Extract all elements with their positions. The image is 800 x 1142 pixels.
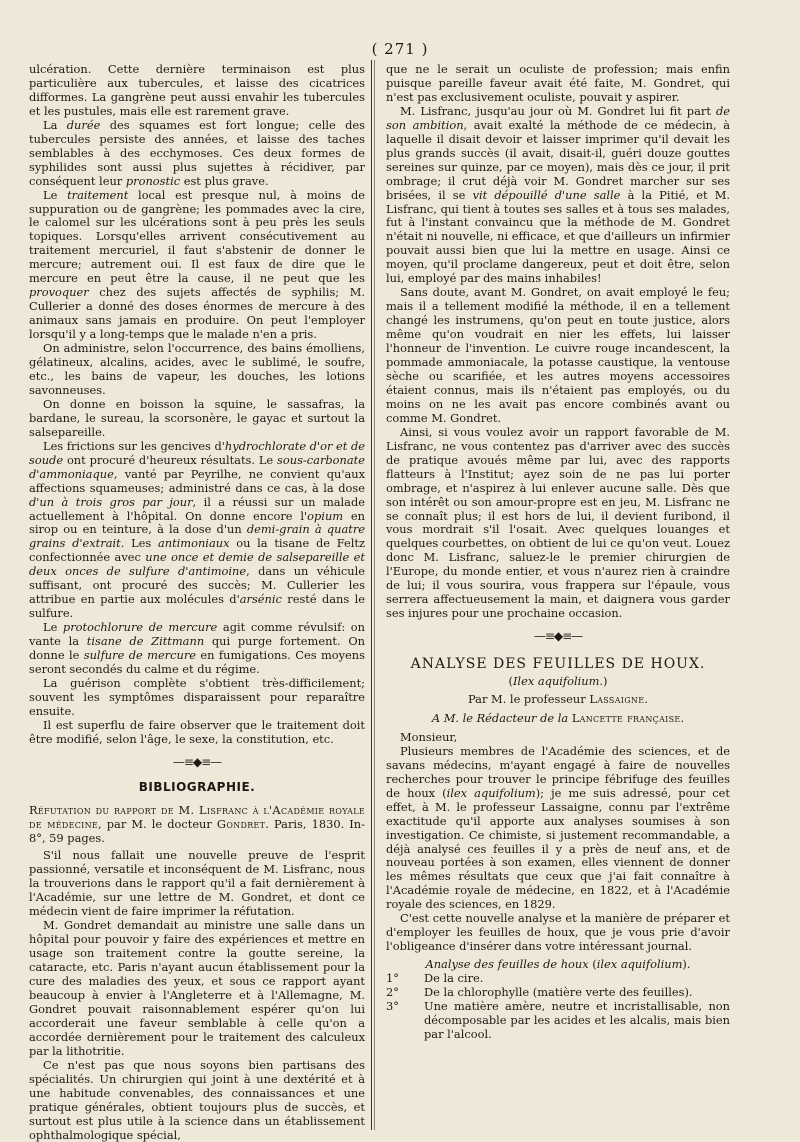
letter-address: A M. le Rédacteur de la Lancette française. [431,710,685,725]
paragraph: On administre, selon l'occurrence, des bains émolliens, gélatineux, alcalins, acides, avec le sublimé, le soufre, etc., les bains de vapeur, les douches, les lotions savonneuses. [29,341,365,397]
paragraph: S'il nous fallait une nouvelle preuve de l'esprit passionné, versatile et inconséquent de M. Lisfranc, nous la trouverions dans le rapport qu'il a fait dernièrement à l'Académie, sur une lettre de M. Gondret, et dont ce médecin vient de faire imprimer la réfutation. [29,848,365,919]
paragraph: La guérison complète s'obtient très-difficilement; souvent les symptômes disparaissent pour reparaître ensuite. [29,675,365,718]
list-title: Analyse des feuilles de houx (ilex aquifolium). [425,957,691,972]
right-column [386,63,730,1042]
paragraph: Sans doute, avant M. Gondret, on avait employé le feu; mais il a tellement modifié la méthode, il en a tellement changé les instrumens, qu'on peut en toute justice, alors même qu'on voudrait en nier les effets, lui laisser l'honneur de l'invention. Le cuivre rouge incandescent, la pommade ammoniacale, la potasse caustique, la ventouse sèche ou scarifiée, et les autres moyens accessoires étaient connus, mais ils n'étaient pas employés, ou du moins on ne les avait pas encore combinés avant ou comme M. Gondret. [386,285,730,425]
ornament-divider: —≡◆≡— [172,754,222,769]
section-heading: BIBLIOGRAPHIE. [138,779,256,794]
paragraph: Le protochlorure de mercure agit comme révulsif: on vante la tisane de Zittmann qui purge fortement. On donne le sulfure de mercure en fumigations. Ces moyens seront secondés du calme et du régime. [29,620,366,676]
list-item: 3° Une matière amère, neutre et incristallisable, non décomposable par les acides et les alcalis, mais bien par l'alcool. [386,999,730,1041]
paragraph: Les frictions sur les gencives d'hydrochlorate d'or et de soude ont procuré d'heureux résultats. Le sous-carbonate d'ammoniaque, vanté par Peyrilhe, ne convient qu'aux affections squameuses; administré dans ce cas, à la dose d'un à trois gros par jour, il a réussi sur un malade actuellement à l'hôpital. On donne encore l'opium en sirop ou en teinture, à la dose d'un demi-grain à quatre grains d'extrait. Les antimoniaux ou la tisane de Feltz confectionnée avec une once et demie de salsepareille et deux onces de sulfure d'antimoine, dans un véhicule suffisant, ont procuré des succès; M. Cullerier les attribue en partie aux molécules d'arsénic resté dans le sulfure. [29,438,366,621]
paragraph: M. Lisfranc, jusqu'au jour où M. Gondret lui fit part de son ambition, avait exalté la méthode de ce médecin, à laquelle il disait devoir et laisser imprimer qu'il devait les plus grands succès (il avait, disait-il, guéri douze gouttes sereines sur quinze, par ce moyen), mais dès ce jour, il prit ombrage; il crut déjà voir M. Gondret marcher sur ses brisées, il se vit dépouillé d'une salle à la Pitié, et M. Lisfranc, qui tient à toutes ses salles et à tous ses malades, fut à l'instant convaincu que la méthode de M. Gondret n'était ni nouvelle, ni efficace, et que d'ailleurs un infirmier pouvait aussi bien que lui la mettre en usage. Ainsi ce moyen, qu'il proclame dangereux, peut et doit être, selon lui, employé par des mains inhabiles! [386,103,730,286]
paragraph: Il est superflu de faire observer que le traitement doit être modifié, selon l'âge, le sexe, la constitution, etc. [29,717,365,746]
column-divider [371,60,372,1130]
letter-salutation: Monsieur, [400,729,458,744]
bibliography-reference: Réfutation du rapport de M. Lisfranc à l'Académie royale de médecine, par M. le docteur Gondret. Paris, 1830. In-8°, 59 pages. [29,802,365,845]
paragraph: Ainsi, si vous voulez avoir un rapport favorable de M. Lisfranc, ne vous contentez pas d'arriver avec des succès de pratique avoués même par lui, avec des rapports flatteurs à l'Institut; ayez soin de ne pas lui porter ombrage, et n'aspirez à lui enlever aucune salle. Dès que son intérêt ou son amour-propre est en jeu, M. Lisfranc ne se connaît plus; il est hors de lui, il devient furibond, il vous mordrait s'il l'osait. Avec quelques louanges et quelques courbettes, on obtient de lui ce qu'on veut. Louez donc M. Lisfranc, saluez-le le premier chirurgien de l'Europe, du monde entier, et vous n'aurez rien à craindre de lui; il vous sourira, vous frappera sur l'épaule, vous serrera affectueusement la main, et daignera vous garder ses injures pour une prochaine occasion. [386,424,730,621]
paragraph: ulcération. Cette dernière terminaison est plus particulière aux tubercules, et laisse des cicatrices difformes. La gangrène peut aussi envahir les tubercules et les pustules, mais elle est rarement grave. [29,62,365,118]
column-divider-inner [374,60,375,1130]
paragraph: La durée des squames est fort longue; celle des tubercules persiste des années, et laisse des taches semblables à des ecchymoses. Ces deux formes de syphilides sont aussi plus sujettes à récidiver, par conséquent leur pronostic est plus grave. [29,117,365,188]
paragraph: Plusieurs membres de l'Académie des sciences, et de savans médecins, m'ayant engagé à faire de nouvelles recherches pour trouver le principe fébrifuge des feuilles de houx (ilex aquifolium); je me suis adressé, pour cet effet, à M. le professeur Lassaigne, connu par l'extrême exactitude qu'il apporte aux analyses soumises à son investigation. Ce chimiste, si justement recommandable, a déjà analysé ces feuilles il y a près de neuf ans, et de nouveau portées à son examen, elles viennent de donner les mêmes résultats que ceux que j'ai fait connaître à l'Académie royale de médecine, en 1822, et à l'Académie royale des sciences, en 1829. [386,743,730,912]
paragraph: C'est cette nouvelle analyse et la manière de préparer et d'employer les feuilles de houx, que je vous prie d'avoir l'obligeance d'insérer dans votre intéressant journal. [386,911,730,954]
paragraph: M. Gondret demandait au ministre une salle dans un hôpital pour pouvoir y faire des expériences et mettre en usage son traitement contre la goutte sereine, la cataracte, etc. Paris n'ayant aucun établissement pour la cure des maladies des yeux, et sous ce rapport ayant beaucoup à envier à l'Angleterre et à l'Allemagne, M. Gondret pouvait raisonnablement espérer qu'on lui accorderait une faveur semblable à celle qu'on a accordée dernièrement pour le traitement des calculeux par la lithotritie. [29,918,365,1058]
paragraph: On donne en boisson la squine, le sassafras, la bardane, le sureau, la scorsonère, le gayac et surtout la salsepareille. [29,396,365,439]
ornament-divider: —≡◆≡— [533,629,583,644]
article-title: ANALYSE DES FEUILLES DE HOUX. [410,656,706,673]
list-item: 1° De la cire. [386,971,484,986]
paragraph: Le traitement local est presque nul, à moins de suppuration ou de gangrène; les pommades avec la cire, le calomel sur les ulcérations sont à peu près les seuls topiques. Lorsqu'elles arrivent consécutivement au traitement mercuriel, il faut s'abstenir de donner le mercure; autrement oui. Il est faux de dire que le mercure en peut être la cause, il ne peut que les provoquer chez des sujets affectés de syphilis; M. Cullerier a donné des doses énormes de mercure à des animaux sans jamais en produire. On peut l'employer lorsqu'il y a long-temps que le malade n'en a pris. [29,187,365,342]
page-number: ( 271 ) [371,40,429,58]
article-author: Par M. le professeur Lassaigne. [468,691,648,706]
left-column [29,63,365,1142]
paragraph: que ne le serait un oculiste de profession; mais enfin puisque pareille faveur avait été faite, M. Gondret, qui n'est pas exclusivement oculiste, pouvait y aspirer. [386,62,730,104]
list-item: 2° De la chlorophylle (matière verte des feuilles). [386,985,693,1000]
paragraph: Ce n'est pas que nous soyons bien partisans des spécialités. Un chirurgien qui joint à une dextérité et à une habitude convenables, des connaissances et une pratique générales, obtient toujours plus de succès, et surtout est plus utile à la science dans un établissement ophthalmologique spécial, [29,1057,365,1142]
article-subtitle: (Ilex aquifolium.) [508,674,608,689]
